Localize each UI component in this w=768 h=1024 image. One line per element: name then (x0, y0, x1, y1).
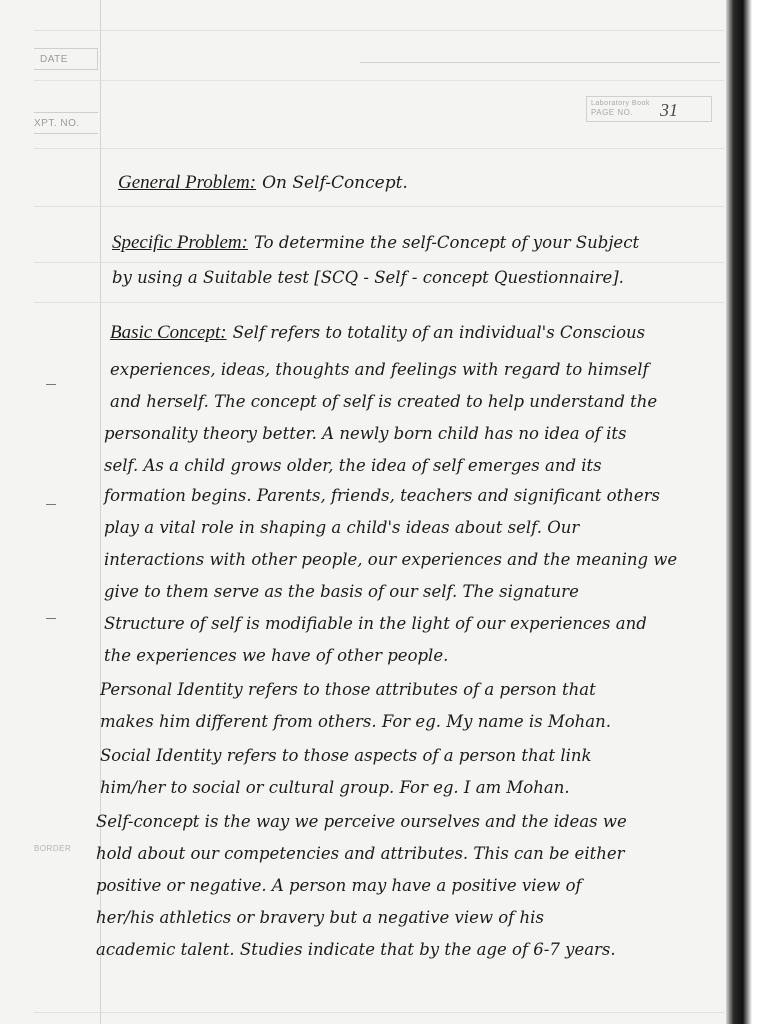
text-line: hold about our competencies and attributes. This can be either (96, 844, 625, 863)
text-line: play a vital role in shaping a child's ideas about self. Our (104, 518, 580, 537)
ruled-line (34, 80, 724, 81)
page-edge-shadow (726, 0, 768, 1024)
general-problem-text: On Self-Concept. (262, 173, 408, 193)
basic-concept-text: Self refers to totality of an individual's Conscious (232, 323, 646, 342)
page-number: 31 (660, 100, 678, 120)
text-line: her/his athletics or bravery but a negative view of his (96, 908, 544, 927)
text-line: Social Identity refers to those aspects of a person that link (100, 746, 592, 765)
header-rule (360, 62, 720, 63)
general-problem-heading: General Problem: (118, 172, 257, 193)
text-line: the experiences we have of other people. (104, 646, 449, 665)
text-line: makes him different from others. For eg. My name is Mohan. (100, 712, 611, 731)
hole-mark (46, 504, 56, 505)
ruled-line (34, 148, 724, 149)
ruled-line (34, 30, 724, 31)
ruled-line (34, 262, 724, 263)
text-line: self. As a child grows older, the idea of self emerges and its (104, 456, 602, 475)
date-field (34, 48, 98, 70)
expt-no-label: XPT. NO. (34, 118, 80, 129)
text-line: experiences, ideas, thoughts and feelings with regard to himself (110, 360, 649, 379)
date-label: DATE (40, 54, 68, 65)
expt-no-field (34, 112, 98, 134)
text-line: Personal Identity refers to those attributes of a person that (100, 680, 596, 699)
page-no-field (586, 96, 712, 122)
ruled-line (34, 1012, 724, 1013)
text-line: personality theory better. A newly born child has no idea of its (104, 424, 627, 443)
general-problem-line (118, 172, 408, 194)
page-no-brand: Laboratory Book (591, 100, 650, 107)
text-line: positive or negative. A person may have a positive view of (96, 876, 582, 895)
basic-concept-line (110, 322, 645, 344)
hole-mark (46, 618, 56, 619)
page-no-label: PAGE NO. (591, 108, 634, 117)
specific-problem-continuation: by using a Suitable test [SCQ - Self - concept Questionnaire]. (112, 268, 624, 287)
border-label: BORDER (34, 844, 72, 853)
text-line: Self-concept is the way we perceive ourselves and the ideas we (96, 812, 627, 831)
ruled-line (34, 302, 724, 303)
hole-mark (46, 384, 56, 385)
text-line: interactions with other people, our experiences and the meaning we (104, 550, 678, 569)
basic-concept-heading: Basic Concept: (110, 322, 227, 343)
specific-problem-line (112, 232, 639, 254)
text-line: formation begins. Parents, friends, teachers and significant others (104, 486, 660, 505)
text-line: academic talent. Studies indicate that by the age of 6-7 years. (96, 940, 616, 959)
text-line: him/her to social or cultural group. For eg. I am Mohan. (100, 778, 570, 797)
specific-problem-heading: Specific Problem: (112, 232, 248, 253)
text-line: and herself. The concept of self is created to help understand the (110, 392, 658, 411)
specific-problem-text: To determine the self-Concept of your Subject (253, 233, 640, 252)
ruled-line (34, 206, 724, 207)
text-line: give to them serve as the basis of our self. The signature (104, 582, 579, 601)
text-line: Structure of self is modifiable in the light of our experiences and (104, 614, 647, 633)
margin-line (100, 0, 101, 1024)
